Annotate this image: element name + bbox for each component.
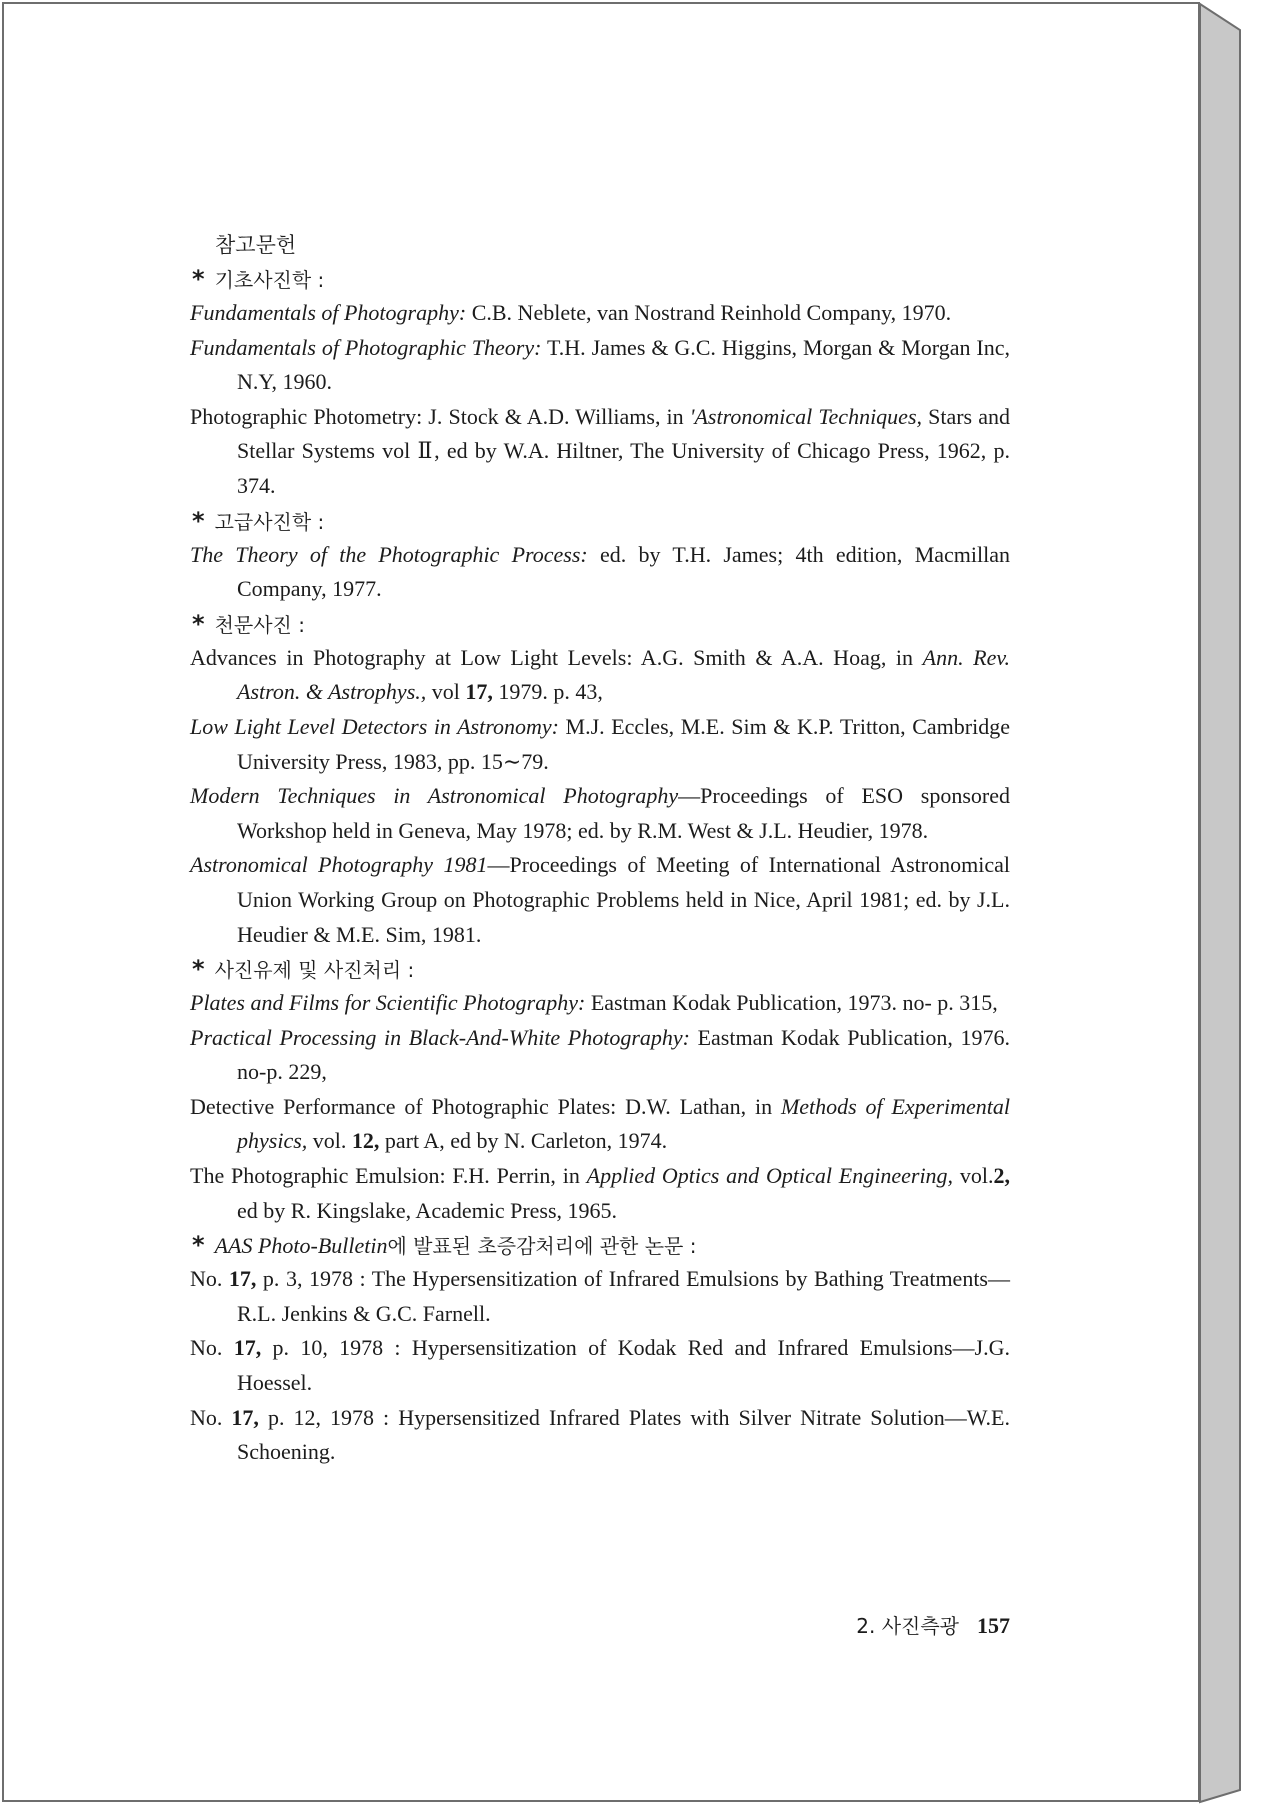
reference-title: Plates and Films for Scientific Photography: xyxy=(190,990,586,1016)
asterisk-bullet: * xyxy=(192,265,205,293)
reference-text: Eastman Kodak Publication, 1976. no-p. 229, xyxy=(237,1024,1010,1085)
reference-entry xyxy=(190,848,1010,952)
reference-text: p. 3, 1978 : The Hypersensitization of Infrared Emulsions by Bathing Treatments—R.L. Jenkins & G.C. Farnell. xyxy=(237,1266,1010,1326)
volume-number: 2, xyxy=(993,1163,1010,1189)
page-title: 참고문헌 xyxy=(215,233,297,257)
page-number: 157 xyxy=(977,1613,1010,1638)
volume-number: 17, xyxy=(231,1404,259,1430)
section-title: 천문사진 : xyxy=(214,612,305,637)
reference-entry xyxy=(190,1021,1010,1090)
section-title: 사진유제 및 사진처리 : xyxy=(214,958,415,983)
reference-text: —Proceedings of ESO sponsored Workshop held in Geneva, May 1978; ed. by R.M. West & J.L. Heudier, 1978. xyxy=(237,783,1010,843)
reference-text: p. 12, 1978 : Hypersensitized Infrared Plates with Silver Nitrate Solution—W.E. Schoening. xyxy=(237,1404,1010,1465)
reference-title: Low Light Level Detectors in Astronomy: xyxy=(190,713,559,739)
reference-entry xyxy=(190,296,1010,331)
reference-text: Eastman Kodak Publication, 1973. no- p. 315, xyxy=(585,990,998,1016)
section-title: 고급사진학 : xyxy=(214,509,325,534)
reference-entry xyxy=(190,1331,1010,1400)
section-title: 에 발표된 초증감처리에 관한 논문 : xyxy=(387,1234,697,1259)
reference-text: ed by R. Kingslake, Academic Press, 1965. xyxy=(237,1197,618,1223)
reference-entry xyxy=(190,1262,1010,1331)
chapter-label: 2. 사진측광 xyxy=(856,1614,959,1638)
reference-text: part A, ed by N. Carleton, 1974. xyxy=(379,1128,668,1154)
volume-number: 17, xyxy=(465,679,493,705)
reference-text: p. 10, 1978 : Hypersensitization of Kodak Red and Infrared Emulsions—J.G. Hoessel. xyxy=(237,1335,1011,1396)
reference-title: Fundamentals of Photography: xyxy=(190,300,467,325)
reference-entry xyxy=(190,986,1010,1021)
volume-number: 17, xyxy=(228,1266,257,1292)
reference-text: —Proceedings of Meeting of International Astronomical Union Working Group on Photographic Problems held in Nice, April 1981; ed. by J.L. Heudier & M.E. Sim, 1981. xyxy=(237,852,1010,947)
reference-text: M.J. Eccles, M.E. Sim & K.P. Tritton, Cambridge University Press, 1983, pp. 15∼79. xyxy=(237,713,1010,774)
section-title-italic: AAS Photo-Bulletin xyxy=(214,1233,388,1259)
reference-title: 'Astronomical Techniques, xyxy=(689,403,923,429)
reference-title: Methods of Experimental physics, xyxy=(237,1093,1010,1154)
section-heading xyxy=(192,952,1010,986)
reference-text: The Photographic Emulsion: F.H. Perrin, in xyxy=(190,1163,587,1189)
asterisk-bullet: * xyxy=(192,609,205,638)
asterisk-bullet: * xyxy=(192,1231,205,1260)
reference-text: Detective Performance of Photographic Plates: D.W. Lathan, in xyxy=(190,1093,781,1119)
reference-entry xyxy=(190,641,1010,710)
reference-entry xyxy=(190,538,1010,607)
reference-text: ed. by T.H. James; 4th edition, Macmillan Company, 1977. xyxy=(237,541,1010,602)
reference-text: vol. xyxy=(953,1163,994,1189)
volume-number: 12, xyxy=(351,1128,380,1154)
references-body xyxy=(190,228,1010,1470)
reference-text: No. xyxy=(190,1335,234,1361)
reference-entry xyxy=(190,1401,1010,1470)
reference-entry xyxy=(190,779,1010,848)
reference-entry xyxy=(190,331,1010,400)
volume-number: 17, xyxy=(233,1335,262,1361)
asterisk-bullet: * xyxy=(192,955,205,984)
reference-text: 1979. p. 43, xyxy=(492,679,603,705)
reference-entry xyxy=(190,400,1010,504)
reference-title: Practical Processing in Black-And-White Photography: xyxy=(190,1024,690,1050)
reference-title: Fundamentals of Photographic Theory: xyxy=(190,334,542,360)
reference-text: vol. xyxy=(307,1128,352,1154)
page-footer xyxy=(820,1610,1010,1639)
reference-text: Advances in Photography at Low Light Levels: A.G. Smith & A.A. Hoag, in xyxy=(190,644,923,670)
reference-text: No. xyxy=(190,1266,229,1292)
reference-entry xyxy=(190,1159,1010,1228)
reference-text: Stars and Stellar Systems vol Ⅱ, ed by W.A. Hiltner, The University of Chicago Press, 1962, p. 374. xyxy=(237,403,1010,498)
reference-title: The Theory of the Photographic Process: xyxy=(190,541,588,567)
reference-text: T.H. James & G.C. Higgins, Morgan & Morgan Inc, N.Y, 1960. xyxy=(237,334,1011,395)
reference-title: Ann. Rev. Astron. & Astrophys., xyxy=(237,644,1010,705)
section-heading xyxy=(192,262,1010,296)
asterisk-bullet: * xyxy=(192,506,205,535)
reference-text: vol xyxy=(426,679,466,705)
reference-text: Photographic Photometry: J. Stock & A.D. Williams, in xyxy=(190,403,690,429)
section-heading xyxy=(192,1228,1010,1262)
reference-title: Applied Optics and Optical Engineering, xyxy=(586,1163,954,1189)
section-heading xyxy=(192,504,1010,538)
reference-text: C.B. Neblete, van Nostrand Reinhold Company, 1970. xyxy=(466,300,952,325)
reference-text: No. xyxy=(190,1404,232,1430)
section-heading xyxy=(192,607,1010,641)
reference-entry xyxy=(190,710,1010,779)
section-title: 기초사진학 : xyxy=(214,268,325,292)
reference-title: Modern Techniques in Astronomical Photography xyxy=(190,783,679,809)
reference-title: Astronomical Photography 1981 xyxy=(190,852,488,878)
reference-sections xyxy=(190,262,1010,1470)
reference-entry xyxy=(190,1090,1010,1159)
